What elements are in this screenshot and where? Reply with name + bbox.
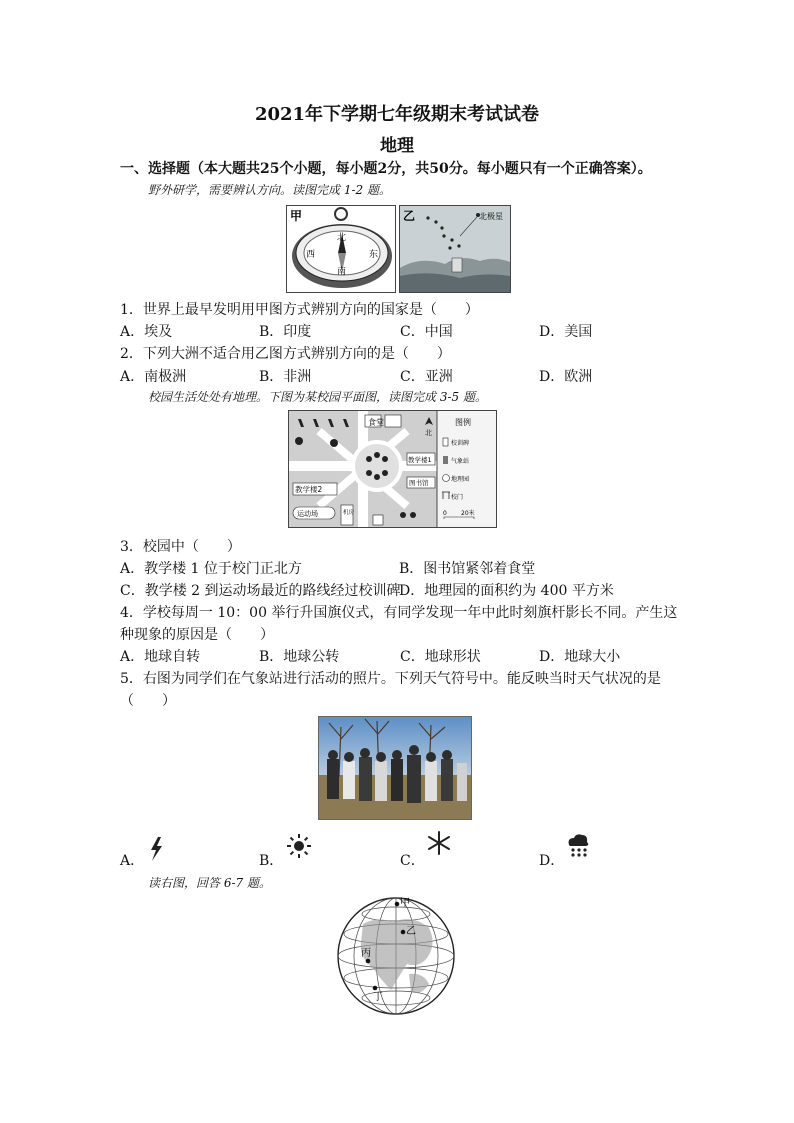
q2-stem: 2．下列大洲不适合用乙图方式辨别方向的是（ ） bbox=[120, 346, 451, 362]
q3-option-c[interactable]: C．教学楼 2 到运动场最近的路线经过校训碑 bbox=[120, 583, 401, 599]
q3-option-a[interactable]: A．教学楼 1 位于校门正北方 bbox=[120, 561, 302, 577]
map-legend-title: 图例 bbox=[455, 418, 471, 427]
globe-label-jia: 甲 bbox=[400, 898, 410, 909]
compass-west-label: 西 bbox=[306, 250, 316, 260]
polaris-annotation: 北极星 bbox=[479, 212, 503, 221]
q1-option-c[interactable]: C．中国 bbox=[400, 324, 453, 340]
star-figure-label: 乙 bbox=[403, 209, 416, 223]
legend-item-weather-station: 气象站 bbox=[451, 458, 470, 465]
sun-icon bbox=[287, 834, 311, 858]
lightning-icon bbox=[146, 836, 166, 862]
globe-label-yi: 乙 bbox=[406, 926, 416, 937]
map-canteen-label: 食堂 bbox=[368, 418, 384, 427]
q5-option-c[interactable]: C． bbox=[400, 853, 425, 869]
q3-option-d[interactable]: D．地理园的面积约为 400 平方米 bbox=[399, 583, 614, 599]
group3-intro: 读右图，回答 6-7 题。 bbox=[148, 876, 271, 890]
q4-option-b[interactable]: B．地球公转 bbox=[259, 649, 340, 665]
legend-item-monument: 校训碑 bbox=[451, 440, 470, 447]
legend-item-geography-garden: 地理园 bbox=[451, 476, 470, 483]
q4-stem-line1: 4．学校每周一 10：00 举行升国旗仪式，有同学发现一年中此时刻旗杆影长不同。产生这 bbox=[120, 605, 678, 621]
q5-option-b[interactable]: B． bbox=[259, 853, 284, 869]
snowflake-icon bbox=[426, 830, 452, 856]
star-figure bbox=[399, 205, 511, 293]
exam-subject: 地理 bbox=[380, 136, 414, 156]
exam-title: 2021年下学期七年级期末考试试卷 bbox=[254, 104, 540, 125]
compass-north-label: 北 bbox=[337, 233, 347, 243]
map-playground-label: 运动场 bbox=[297, 510, 318, 518]
map-north-label: 北 bbox=[425, 429, 432, 437]
q4-option-a[interactable]: A．地球自转 bbox=[120, 649, 201, 665]
q1-option-b[interactable]: B．印度 bbox=[259, 324, 312, 340]
q2-option-d[interactable]: D．欧洲 bbox=[539, 369, 593, 385]
q3-option-b[interactable]: B．图书馆紧邻着食堂 bbox=[399, 561, 536, 577]
compass-east-label: 东 bbox=[369, 250, 379, 260]
q4-stem-line2: 种现象的原因是（ ） bbox=[120, 627, 274, 643]
q2-option-c[interactable]: C．亚洲 bbox=[400, 369, 453, 385]
map-machine-room-label: 机房 bbox=[343, 510, 355, 516]
compass-figure-label: 甲 bbox=[290, 209, 303, 223]
q2-option-a[interactable]: A．南极洲 bbox=[120, 369, 187, 385]
group1-intro: 野外研学，需要辨认方向。读图完成 1-2 题。 bbox=[148, 183, 391, 197]
map-library-label: 图书馆 bbox=[409, 479, 429, 487]
map-building2-label: 教学楼2 bbox=[295, 485, 323, 494]
q4-option-d[interactable]: D．地球大小 bbox=[539, 649, 621, 665]
q1-option-d[interactable]: D．美国 bbox=[539, 324, 593, 340]
globe-label-ding: 丁 bbox=[373, 992, 383, 1003]
q1-option-a[interactable]: A．埃及 bbox=[120, 324, 173, 340]
map-scale-zero: 0 bbox=[443, 510, 447, 517]
compass-figure bbox=[286, 205, 396, 293]
map-building1-label: 教学楼1 bbox=[408, 456, 432, 464]
legend-item-gate: 校门 bbox=[451, 494, 464, 501]
q1-stem: 1．世界上最早发明用甲图方式辨别方向的国家是（ ） bbox=[120, 302, 479, 318]
globe-label-bing: 丙 bbox=[361, 948, 371, 959]
q5-option-a[interactable]: A． bbox=[120, 853, 145, 869]
map-scale-value: 20米 bbox=[461, 510, 475, 517]
q5-option-d[interactable]: D． bbox=[539, 853, 565, 869]
q2-option-b[interactable]: B．非洲 bbox=[259, 369, 312, 385]
rain-cloud-icon bbox=[565, 832, 591, 858]
campus-map bbox=[288, 410, 497, 528]
globe-figure bbox=[333, 894, 459, 1016]
compass-south-label: 南 bbox=[337, 267, 347, 277]
section-heading: 一、选择题（本大题共25个小题，每小题2分，共50分。每小题只有一个正确答案）。 bbox=[120, 161, 652, 177]
weather-station-photo bbox=[318, 716, 472, 820]
q4-option-c[interactable]: C．地球形状 bbox=[400, 649, 481, 665]
group2-intro: 校园生活处处有地理。下图为某校园平面图，读图完成 3-5 题。 bbox=[148, 390, 487, 404]
q3-stem: 3．校园中（ ） bbox=[120, 539, 241, 555]
q5-stem-line2: （ ） bbox=[120, 693, 176, 709]
q5-stem-line1: 5．右图为同学们在气象站进行活动的照片。下列天气符号中。能反映当时天气状况的是 bbox=[120, 671, 661, 687]
